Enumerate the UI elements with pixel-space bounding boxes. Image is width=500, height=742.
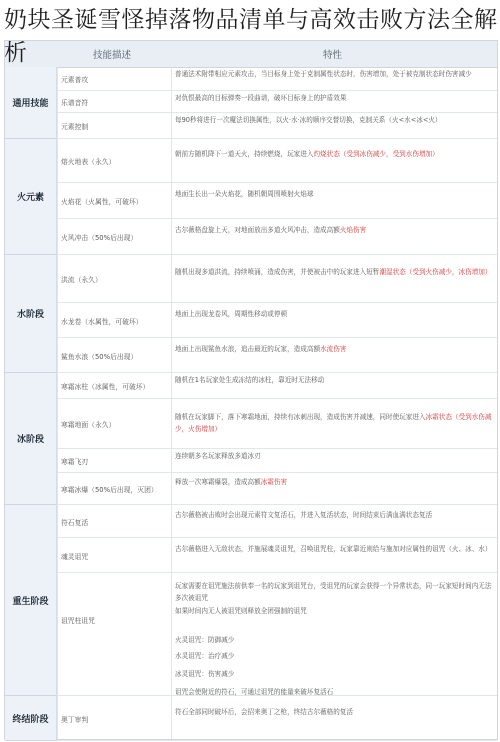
effect-text: 朝前方随机降下一道天火，持续燃烧，玩家进入 [175,150,314,158]
skill-effect [175,225,493,237]
effect-highlight: 灼烧状态（受到冰伤减少，受到水伤增加） [313,150,439,158]
header-effect: 特性 [323,50,343,61]
skill-effect [175,189,493,201]
effect-text: 每90秒将进行一次魔法切换属性，以火·水·冰的顺序交替切换，克制关系（火<水<冰<火） [175,116,442,124]
effect-text: 古尔薇格盘旋上天，对地面放出多道火风冲击，造成高额 [175,226,340,234]
skill-name: 寒霜飞刃 [61,458,89,466]
effect-line: 火灵诅咒：防御减少 [175,636,235,644]
skill-effect [175,344,493,356]
skill-effect [175,477,493,489]
skill-name: 寒霜冰柱（冰属性，可破坏） [61,383,150,391]
effect-line: 诅咒会使附近的符石，可通过诅咒的能量来破坏复活石 [175,688,334,696]
effect-text: 随机出现多道洪流，持续喷涌，造成伤害，并使被击中的玩家进入短暂 [175,268,380,276]
category-cell: 水阶段 [5,255,57,373]
skill-table [4,40,498,740]
effect-highlight: 潮湿状态（受到火伤减少，冰伤增加） [379,268,492,276]
skill-name: 元素普攻 [61,76,89,84]
skill-effect [175,375,493,387]
skill-name: 火风冲击（50%后出现） [61,234,138,242]
effect-highlight: 水流伤害 [320,344,347,353]
skill-effect [175,544,493,556]
skill-name: 火焰花（火属性，可破坏） [61,198,143,206]
skill-name: 寒霜冰爆（50%后出现，灭团） [61,486,158,494]
skill-effect [175,149,493,161]
skill-name: 水龙卷（水属性，可破坏） [61,317,143,326]
effect-text: 符石全部同时破坏后，会招来奥丁之枪，终结古尔薇格的复活 [175,707,354,716]
skill-effect [175,69,493,81]
effect-line: 如果时间内无人被诅咒则释放全团强制的诅咒 [175,607,307,615]
effect-highlight: 冰霜状态（受到水伤减少，火伤增加） [175,413,492,433]
skill-name: 诅咒柱诅咒 [61,617,95,625]
category-cell: 冰阶段 [5,373,57,505]
skill-effect [175,451,493,463]
effect-text: 普通法术附带相应元素攻击，当目标身上处于克制属性状态时，伤害增加，处于被克制状态时伤害减少 [175,70,472,78]
skill-name: 奥丁审判 [61,715,89,724]
effect-highlight: 火焰伤害 [339,226,367,234]
skill-name: 洪流（永久） [61,276,102,284]
effect-line: 水灵诅咒：治疗减少 [175,652,235,660]
skill-effect [175,267,493,279]
skill-name: 熔火地表（永久） [61,158,116,166]
skill-name: 鲨鱼水浪（50%后出现） [61,352,138,361]
effect-text: 地面生长出一朵火焰花，随机朝周围喷射火焰球 [175,190,314,198]
header-skill-desc: 技能描述 [93,50,132,61]
effect-highlight: 冰霜伤害 [260,478,288,486]
skill-name: 元素控制 [61,123,89,131]
skill-name: 符石复活 [61,518,89,527]
skill-effect [175,115,493,127]
skill-effect [175,309,493,321]
page-title: 奶块圣诞雪怪掉落物品清单与高效击败方法全解析 [4,7,498,66]
skill-name: 寒霜地面（永久） [61,421,116,429]
effect-text: 古尔薇格被击败时会出现元素符文复活石，并进入复活状态，时间结束后满血满状态复活 [175,510,433,519]
effect-line: 玩家需要在诅咒施法前供奉一名的玩家到诅咒台，受诅咒的玩家会获得一个异常状态，同一玩家短时间内无法多次被诅咒 [175,582,492,602]
effect-text: 连续朝多名玩家释放多道冰刃 [175,452,261,460]
skill-name: 乐谱音符 [61,99,89,107]
effect-text: 释放一次寒霜爆裂，造成高额 [175,478,261,486]
category-cell: 终结阶段 [5,696,57,741]
table-row [57,696,497,741]
category-cell: 火元素 [5,139,57,255]
effect-text: 随机在玩家脚下，落下寒霜地面，持续有冰刺出现，造成伤害并减速，同时使玩家进入 [175,413,426,421]
skill-effect [175,412,493,435]
skill-effect [175,510,493,522]
effect-text: 古尔薇格进入无敌状态，并施展魂灵诅咒，召唤诅咒柱，玩家靠近则给与施加对应属性的诅咒（火、冰、水） [175,544,492,553]
effect-text: 地面上出现鲨鱼水浪，追击最近的玩家，造成高额 [175,344,321,353]
effect-text: 对仇恨最高的目标弹奏一段曲谱，破坏目标身上的护盾效果 [175,94,347,102]
effect-text: 地面上出现龙卷风，周期性移动或停顿 [175,309,288,318]
table-row [57,139,497,183]
skill-name: 魂灵诅咒 [61,552,89,561]
category-cell: 通用技能 [5,67,57,139]
table-row [57,255,497,303]
skill-effect [175,93,493,105]
effect-line: 冰灵诅咒：伤害减少 [175,670,235,678]
skill-effect [175,707,493,719]
category-cell: 重生阶段 [5,505,57,696]
effect-text: 随机在1名玩家处生成冻结的冰柱，靠近时无法移动 [175,376,325,384]
